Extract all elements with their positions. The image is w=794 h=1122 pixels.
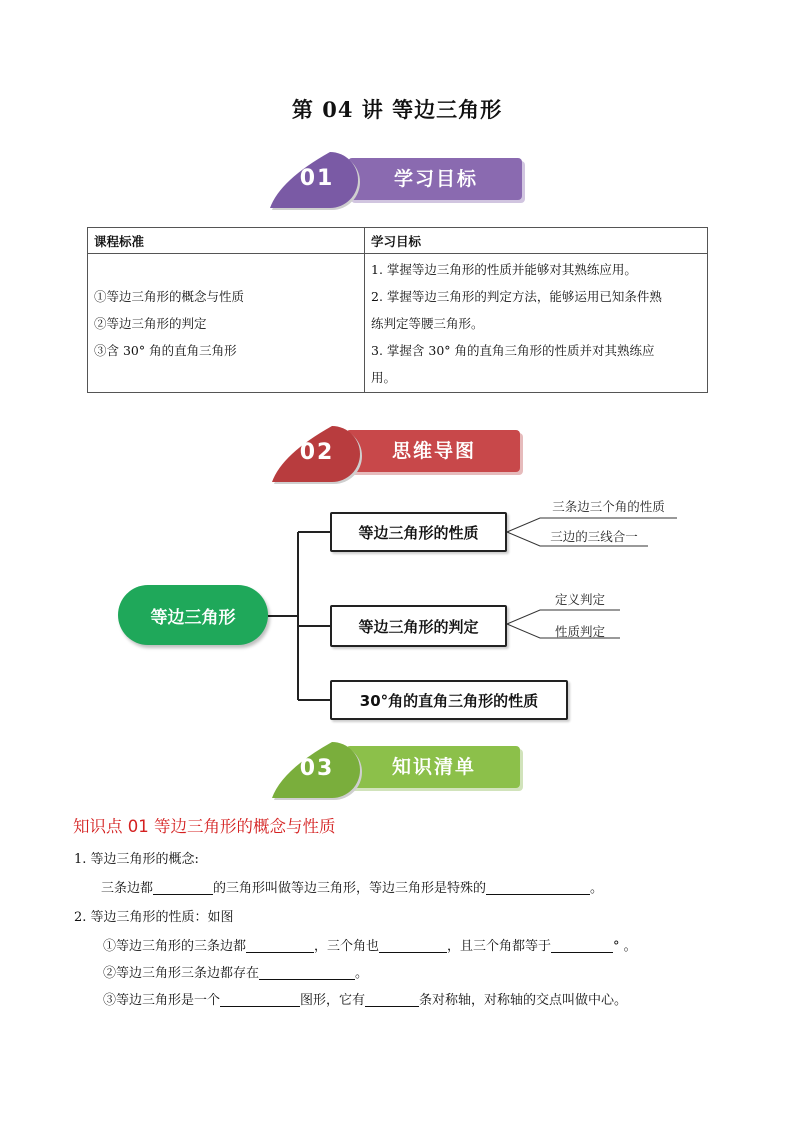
mindmap-root: 等边三角形 [118, 585, 268, 645]
mindmap-leaf: 性质判定 [554, 624, 605, 639]
text-segment: 。 [355, 966, 369, 981]
text-segment: ③等边三角形是一个 [103, 993, 221, 1008]
answer-blank[interactable] [246, 938, 314, 953]
list-item: ①等边三角形的概念与性质 [94, 288, 245, 304]
text-segment: 条对称轴，对称轴的交点叫做中心。 [419, 993, 628, 1008]
text-segment: 。 [590, 881, 604, 896]
learning-goal-cell [365, 254, 708, 393]
page-title: 第 04 讲 等边三角形 [291, 97, 503, 122]
section-badge-02 [272, 422, 532, 486]
list-item: 用。 [371, 369, 397, 385]
text-segment: ，且三个角都等于 [447, 939, 552, 954]
fill-in-line [103, 962, 368, 981]
mindmap-leaf: 三边的三线合一 [550, 529, 638, 544]
text-segment: ° 。 [613, 939, 637, 954]
section-number: 01 [299, 166, 335, 191]
section-label: 思维导图 [391, 440, 476, 462]
section-number: 03 [299, 756, 335, 781]
table-header: 课程标准 [88, 228, 365, 254]
question-label: 2. 等边三角形的性质：如图 [74, 910, 234, 925]
answer-blank[interactable] [259, 965, 355, 980]
answer-blank[interactable] [220, 992, 300, 1007]
text-segment: 图形，它有 [300, 993, 366, 1008]
objectives-table [87, 227, 708, 393]
course-standard-cell [88, 254, 365, 393]
list-item: ③含 30° 角的直角三角形 [94, 342, 237, 358]
mindmap-node-criteria: 等边三角形的判定 [330, 605, 507, 647]
list-item: 2. 掌握等边三角形的判定方法，能够运用已知条件熟 [371, 288, 662, 304]
section-label: 学习目标 [393, 168, 478, 190]
list-item: 3. 掌握含 30° 角的直角三角形的性质并对其熟练应 [371, 342, 655, 358]
text-segment: 的三角形叫做等边三角形，等边三角形是特殊的 [213, 881, 487, 896]
fill-in-line [103, 935, 637, 954]
mindmap-node-30-degree: 30°角的直角三角形的性质 [330, 680, 568, 720]
section-label: 知识清单 [391, 756, 476, 778]
mindmap-leaf: 三条边三个角的性质 [552, 499, 665, 514]
answer-blank[interactable] [379, 938, 447, 953]
answer-blank[interactable] [551, 938, 613, 953]
question-label: 1. 等边三角形的概念: [74, 852, 199, 867]
fill-in-line [103, 989, 627, 1008]
list-item: ②等边三角形的判定 [94, 315, 207, 331]
text-segment: 三条边都 [101, 881, 154, 896]
fill-in-line [101, 877, 603, 896]
list-item: 练判定等腰三角形。 [371, 315, 484, 331]
table-header: 学习目标 [365, 228, 708, 254]
list-item: 1. 掌握等边三角形的性质并能够对其熟练应用。 [371, 261, 637, 277]
section-badge-03 [272, 738, 532, 802]
answer-blank[interactable] [153, 880, 213, 895]
text-segment: ①等边三角形的三条边都 [103, 939, 247, 954]
mindmap-node-properties: 等边三角形的性质 [330, 512, 507, 552]
answer-blank[interactable] [486, 880, 590, 895]
section-number: 02 [299, 440, 335, 465]
section-badge-01 [270, 148, 530, 212]
knowledge-point-title: 知识点 01 等边三角形的概念与性质 [73, 817, 336, 836]
answer-blank[interactable] [365, 992, 419, 1007]
text-segment: ②等边三角形三条边都存在 [103, 966, 260, 981]
mindmap-leaf: 定义判定 [554, 592, 605, 607]
text-segment: ，三个角也 [314, 939, 380, 954]
